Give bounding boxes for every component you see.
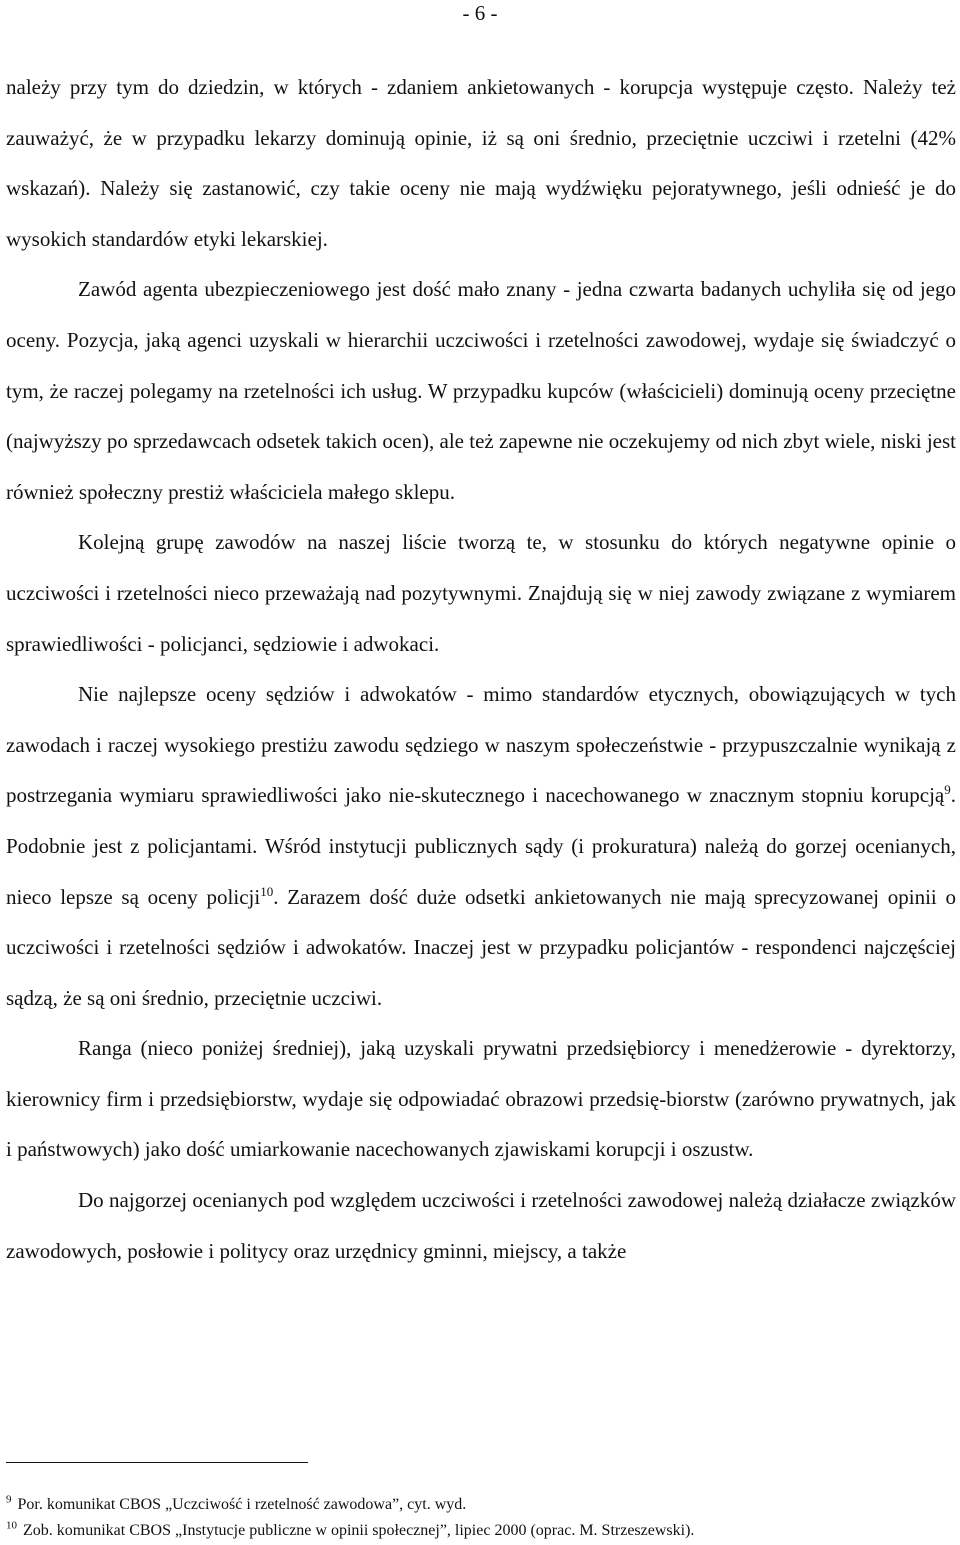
paragraph-text: Zawód agenta ubezpieczeniowego jest dość mało znany - jedna czwarta badanych uchyliła się od jego oceny. Pozycja, jaką agenci uzyskali w hierarchii uczciwości i rzetelności zawodowej, wydaje się świadczyć o tym, że raczej polegamy na rzetelności ich usług. W przypadku kupców (właścicieli) dominują oceny przeciętne (najwyższy po sprzedawcach odsetek takich ocen), ale też zapewne nie oczekujemy od nich zbyt wiele, niski jest również społeczny prestiż właściciela małego sklepu. — [6, 277, 956, 504]
footnote-reference[interactable]: 10 — [260, 883, 274, 899]
footnote-text: Por. komunikat CBOS „Uczciwość i rzetelność zawodowa”, cyt. wyd. — [17, 1496, 467, 1513]
paragraph-text: Kolejną grupę zawodów na naszej liście tworzą te, w stosunku do których negatywne opinie o uczciwości i rzetelności nieco przeważają nad pozytywnymi. Znajdują się w niej zawody związane z wymiarem sprawiedliwości - policjanci, sędziowie i adwokaci. — [6, 530, 956, 656]
paragraph — [6, 1023, 956, 1175]
footnote-text: Zob. komunikat CBOS „Instytucje publiczne w opinii społecznej”, lipiec 2000 (oprac. M. Strzeszewski). — [23, 1522, 695, 1539]
page-number: - 6 - — [462, 1, 498, 25]
paragraph-text: Nie najlepsze oceny sędziów i adwokatów - mimo standardów etycznych, obowiązujących w tych zawodach i raczej wysokiego prestiżu zawodu sędziego w naszym społeczeństwie - przypuszczalnie wynikają z postrzegania wymiaru sprawiedliwości jako nie-skutecznego i nacechowanego w znacznym stopniu korupcją — [6, 682, 956, 808]
footnote — [6, 1518, 956, 1544]
paragraph — [6, 517, 956, 669]
paragraph — [6, 669, 956, 1023]
footnote-separator — [6, 1462, 308, 1463]
footnote-reference[interactable]: 9 — [944, 782, 951, 798]
body-text — [6, 62, 956, 1276]
paragraph-text: . Podobnie jest z policjantami. Wśród instytucji publicznych sądy (i prokuratura) należą do gorzej ocenianych, nieco lepsze są oceny policji — [6, 783, 956, 909]
paragraph — [6, 264, 956, 517]
paragraph-text: należy przy tym do dziedzin, w których - zdaniem ankietowanych - korupcja występuje często. Należy też zauważyć, że w przypadku lekarzy dominują opinie, iż są oni średnio, przeciętnie uczciwi i rzetelni (42% wskazań). Należy się zastanowić, czy takie oceny nie mają wydźwięku pejoratywnego, jeśli odnieść je do wysokich standardów etyki lekarskiej. — [6, 75, 956, 251]
footnote-mark: 9 — [6, 1493, 12, 1506]
paragraph — [6, 62, 956, 264]
paragraph — [6, 1175, 956, 1276]
footnote — [6, 1492, 956, 1518]
footnote-mark: 10 — [6, 1519, 17, 1532]
paragraph-text: Ranga (nieco poniżej średniej), jaką uzyskali prywatni przedsiębiorcy i menedżerowie - dyrektorzy, kierownicy firm i przedsiębiorstw, wydaje się odpowiadać obrazowi przedsię-biorstw (zarówno prywatnych, jak i państwowych) jako dość umiarkowanie nacechowanych zjawiskami korupcji i oszustw. — [6, 1036, 956, 1162]
paragraph-text: Do najgorzej ocenianych pod względem uczciwości i rzetelności zawodowej należą działacze związków zawodowych, posłowie i politycy oraz urzędnicy gminni, miejscy, a także — [6, 1188, 956, 1263]
paragraph-text: . Zarazem dość duże odsetki ankietowanych nie mają sprecyzowanej opinii o uczciwości i rzetelności sędziów i adwokatów. Inaczej jest w przypadku policjantów - respondenci najczęściej sądzą, że są oni średnio, przeciętnie uczciwi. — [6, 884, 956, 1010]
footnotes — [6, 1492, 956, 1544]
